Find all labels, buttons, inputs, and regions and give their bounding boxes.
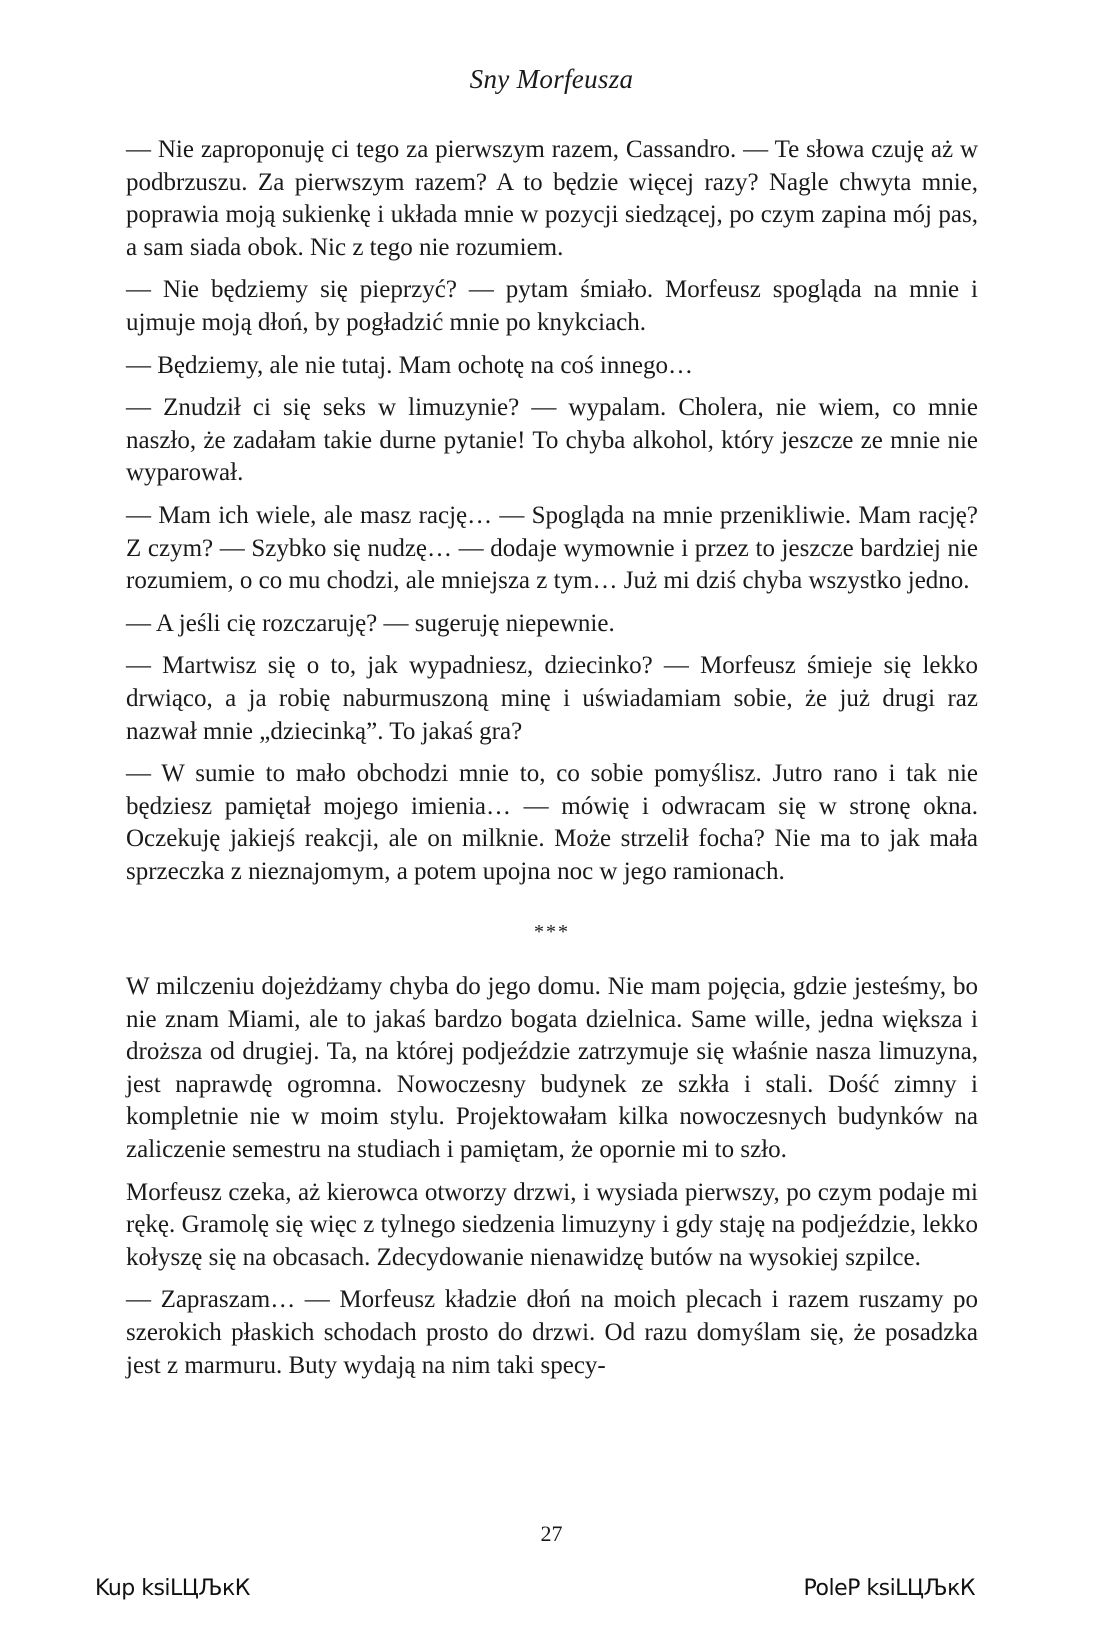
paragraph: — W sumie to mało obchodzi mnie to, co sobie pomyślisz. Jutro rano i tak nie będziesz pamiętał mojego imienia… — mówię i odwracam się w stronę okna. Oczekuję jakiejś reakcji, ale on milknie. Może strzelił focha? Nie ma to jak mała sprzeczka z nieznajomym, a potem upojna noc w jego ramionach. bbox=[126, 760, 978, 885]
paragraph: W milczeniu dojeżdżamy chyba do jego domu. Nie mam pojęcia, gdzie jesteśmy, bo nie znam Miami, ale to jakaś bardzo bogata dzielnica. Same wille, jedna większa i droższa od drugiej. Ta, na której podjeździe zatrzymuje się właśnie nasza limuzyna, jest naprawdę ogromna. Nowoczesny budynek ze szkła i stali. Dość zimny i kompletnie nie w moim stylu. Projektowałam kilka nowoczesnych budynków na zaliczenie semestru na studiach i pamiętam, że opornie mi to szło. bbox=[126, 973, 978, 1164]
paragraph: — Nie będziemy się pieprzyć? — pytam śmiało. Morfeusz spogląda na mnie i ujmuje moją dłoń, by pogładzić mnie po knykciach. bbox=[126, 276, 978, 336]
paragraph: — Zapraszam… — Morfeusz kładzie dłoń na moich plecach i razem ruszamy po szerokich płaskich schodach prosto do drzwi. Od razu domyślam się, że posadzka jest z marmuru. Buty wydają na nim taki specy- bbox=[126, 1286, 978, 1379]
buy-book-link[interactable]: Kup ksiLЦЉкК bbox=[95, 1576, 250, 1601]
paragraph: — Martwisz się o to, jak wypadniesz, dziecinko? — Morfeusz śmieje się lekko drwiąco, a ja robię naburmuszoną minę i uświadamiam sobie, że już drugi raz nazwał mnie „dziecinką”. To jakaś gra? bbox=[126, 652, 978, 745]
paragraph: Morfeusz czeka, aż kierowca otworzy drzwi, i wysiada pierwszy, po czym podaje mi rękę. Gramolę się więc z tylnego siedzenia limuzyny i gdy staję na podjeździe, lekko kołyszę się na obcasach. Zdecydowanie nienawidzę butów na wysokiej szpilce. bbox=[126, 1178, 978, 1271]
paragraph: — Będziemy, ale nie tutaj. Mam ochotę na coś innego… bbox=[126, 351, 693, 379]
page-number: 27 bbox=[540, 1521, 563, 1546]
page-body-text bbox=[126, 134, 978, 1392]
running-title: Sny Morfeusza bbox=[469, 64, 634, 94]
paragraph: — Znudził ci się seks w limuzynie? — wypalam. Cholera, nie wiem, co mnie naszło, że zadałam takie durne pytanie! To chyba alkohol, który jeszcze ze mnie nie wyparował. bbox=[126, 394, 978, 487]
scene-break-asterisks: *** bbox=[534, 921, 570, 944]
paragraph: — Mam ich wiele, ale masz rację… — Spogląda na mnie przenikliwie. Mam rację? Z czym? — Szybko się nudzę… — dodaje wymownie i przez to jeszcze bardziej nie rozumiem, o co mu chodzi, ale mniejsza z tym… Już mi dziś chyba wszystko jedno. bbox=[126, 501, 978, 595]
paragraph: — Nie zaproponuję ci tego za pierwszym razem, Cassandro. — Te słowa czuję aż w podbrzuszu. Za pierwszym razem? A to będzie więcej razy? Nagle chwyta mnie, poprawia moją sukienkę i układa mnie w pozycji siedzącej, po czym zapina mój pas, a sam siada obok. Nic z tego nie rozumiem. bbox=[126, 136, 978, 261]
recommend-book-link[interactable]: PoleP ksiLЦЉкК bbox=[803, 1576, 975, 1601]
paragraph: — A jeśli cię rozczaruję? — sugeruję niepewnie. bbox=[126, 609, 615, 637]
